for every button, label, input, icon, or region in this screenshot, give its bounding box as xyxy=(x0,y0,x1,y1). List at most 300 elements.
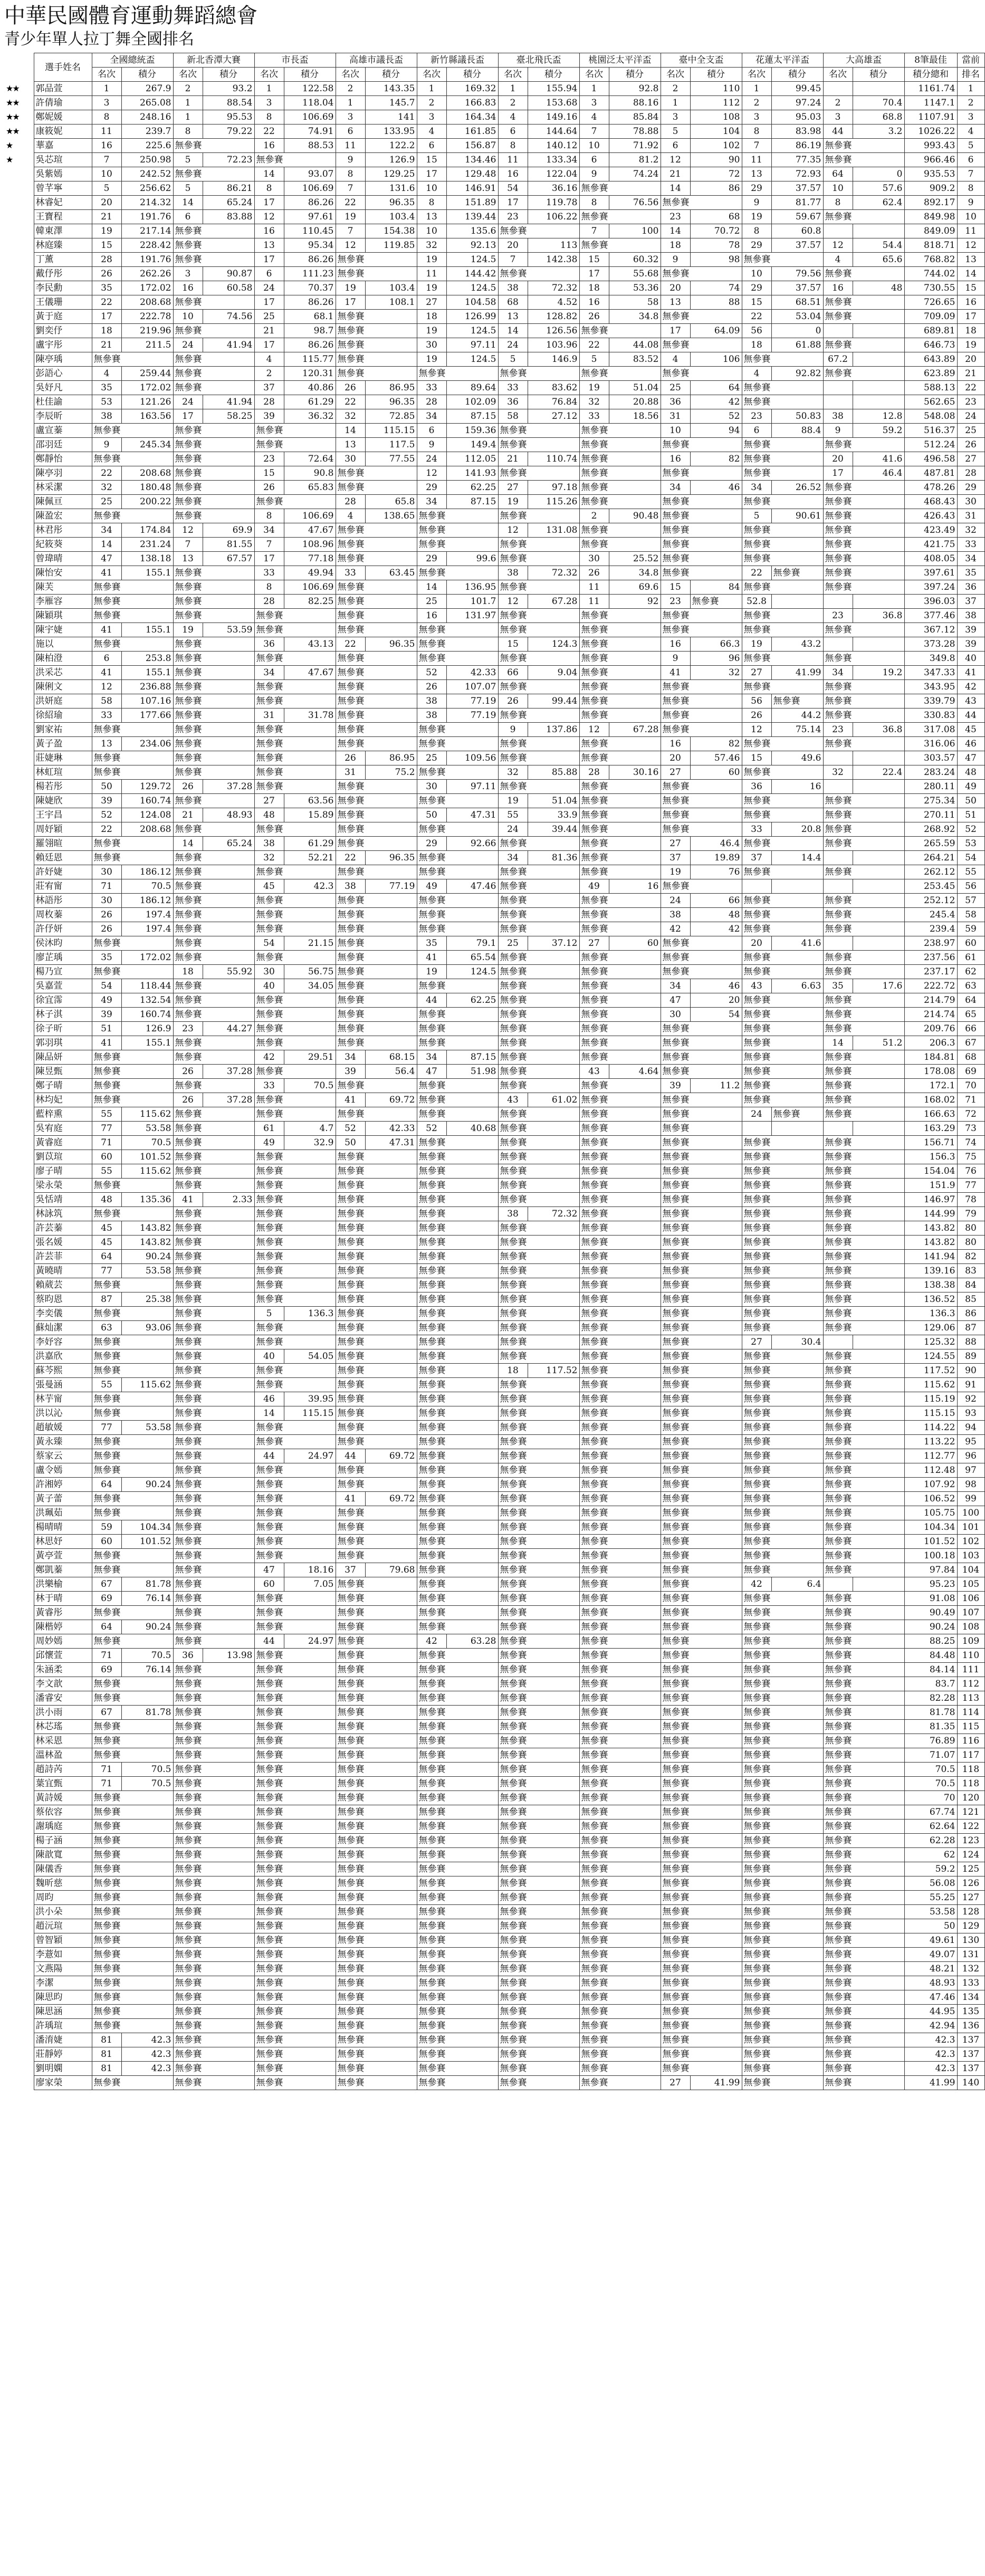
no-entry-cell: 無參賽 xyxy=(254,1990,336,2005)
competition-points: 186.12 xyxy=(121,894,173,908)
player-name: 康筱妮 xyxy=(34,125,92,139)
no-entry-cell: 無參賽 xyxy=(254,1036,336,1050)
player-name: 林芋甯 xyxy=(34,1392,92,1406)
competition-rank: 13 xyxy=(254,238,284,253)
no-entry-cell: 無參賽 xyxy=(173,324,254,338)
competition-points: 86 xyxy=(690,181,742,196)
competition-points: 88.4 xyxy=(771,424,823,438)
player-name: 陳怡安 xyxy=(34,566,92,580)
competition-rank: 4 xyxy=(661,352,690,367)
no-entry-cell: 無參賽 xyxy=(498,1022,579,1036)
no-entry-cell: 無參賽 xyxy=(742,680,823,694)
competition-rank: 19 xyxy=(498,794,528,808)
no-entry-cell: 無參賽 xyxy=(254,1065,336,1079)
table-row xyxy=(4,808,984,822)
competition-rank: 7 xyxy=(336,224,365,238)
no-entry-cell: 無參賽 xyxy=(579,1919,661,1933)
competition-points: 42.33 xyxy=(365,1122,417,1136)
competition-points: 90.48 xyxy=(609,509,661,523)
best8-total: 124.55 xyxy=(904,1349,957,1364)
no-entry-cell: 無參賽 xyxy=(661,1734,742,1748)
competition-points: 155.1 xyxy=(121,666,173,680)
no-entry-cell: 無參賽 xyxy=(417,1378,498,1392)
competition-points: 37.12 xyxy=(528,936,579,951)
table-row xyxy=(4,1463,984,1478)
no-entry-cell: 無參賽 xyxy=(579,538,661,552)
competition-rank: 17 xyxy=(579,267,609,281)
star-marker xyxy=(4,1848,34,1862)
table-row xyxy=(4,224,984,238)
table-row xyxy=(4,894,984,908)
player-name: 王宇昌 xyxy=(34,808,92,822)
competition-rank: 34 xyxy=(417,409,446,424)
star-marker xyxy=(4,1748,34,1763)
competition-rank: 8 xyxy=(173,125,203,139)
no-entry-cell: 無參賽 xyxy=(336,1691,417,1706)
best8-total: 81.35 xyxy=(904,1720,957,1734)
best8-total: 70 xyxy=(904,1791,957,1805)
competition-points: 48 xyxy=(690,908,742,922)
no-entry-cell: 無參賽 xyxy=(823,1592,904,1606)
competition-points: 104 xyxy=(690,125,742,139)
no-entry-cell: 無參賽 xyxy=(661,1250,742,1264)
competition-points: 101.7 xyxy=(446,595,498,609)
player-name: 葉宜甄 xyxy=(34,1777,92,1791)
competition-rank: 14 xyxy=(254,167,284,181)
no-entry-cell: 無參賽 xyxy=(579,2033,661,2047)
competition-rank: 38 xyxy=(498,566,528,580)
no-entry-cell: 無參賽 xyxy=(173,879,254,894)
no-entry-cell: 無參賽 xyxy=(417,1848,498,1862)
table-row xyxy=(4,381,984,395)
best8-total: 316.06 xyxy=(904,737,957,751)
best8-total: 317.08 xyxy=(904,723,957,737)
competition-rank: 6 xyxy=(336,125,365,139)
competition-rank: 30 xyxy=(661,1008,690,1022)
competition-points: 108.96 xyxy=(284,538,336,552)
current-rank: 49 xyxy=(957,780,984,794)
competition-points: 120.31 xyxy=(284,367,336,381)
no-entry-cell: 無參賽 xyxy=(92,1349,173,1364)
current-rank: 87 xyxy=(957,1321,984,1335)
competition-points xyxy=(853,637,904,652)
no-entry-cell: 無參賽 xyxy=(498,879,579,894)
table-row xyxy=(4,1990,984,2005)
competition-points: 90.87 xyxy=(203,267,254,281)
best8-total: 49.61 xyxy=(904,1933,957,1948)
table-row xyxy=(4,794,984,808)
current-rank: 5 xyxy=(957,139,984,153)
competition-rank: 54 xyxy=(92,979,121,993)
competition-points: 141.93 xyxy=(446,466,498,481)
no-entry-cell: 無參賽 xyxy=(742,1691,823,1706)
competition-points: 166.83 xyxy=(446,96,498,110)
table-row xyxy=(4,352,984,367)
no-entry-cell: 無參賽 xyxy=(661,1107,742,1122)
no-entry-cell: 無參賽 xyxy=(823,908,904,922)
no-entry-cell: 無參賽 xyxy=(336,1976,417,1990)
competition-points: 36.8 xyxy=(853,609,904,623)
player-name: 林子淇 xyxy=(34,1008,92,1022)
no-entry-cell: 無參賽 xyxy=(254,1492,336,1506)
no-entry-cell: 無參賽 xyxy=(579,2047,661,2062)
competition-points: 262.26 xyxy=(121,267,173,281)
player-name: 羅翎暄 xyxy=(34,837,92,851)
no-entry-cell: 無參賽 xyxy=(173,253,254,267)
no-entry-cell: 無參賽 xyxy=(742,1349,823,1364)
star-marker xyxy=(4,1535,34,1549)
competition-rank: 30 xyxy=(254,965,284,979)
no-entry-cell: 無參賽 xyxy=(336,979,417,993)
no-entry-cell: 無參賽 xyxy=(173,1734,254,1748)
current-rank: 80 xyxy=(957,1221,984,1236)
best8-total: 42.3 xyxy=(904,2062,957,2076)
no-entry-cell: 無參賽 xyxy=(579,1720,661,1734)
star-marker: ★ xyxy=(6,155,13,165)
competition-rank: 34 xyxy=(336,1050,365,1065)
competition-rank: 30 xyxy=(417,780,446,794)
no-entry-cell: 無參賽 xyxy=(336,1791,417,1805)
competition-points: 77.55 xyxy=(365,452,417,466)
competition-points: 25.38 xyxy=(121,1292,173,1307)
player-name: 藍梓熏 xyxy=(34,1107,92,1122)
competition-points: 92.13 xyxy=(446,238,498,253)
competition-rank: 60 xyxy=(92,1535,121,1549)
no-entry-cell: 無參賽 xyxy=(742,1221,823,1236)
competition-points: 121.26 xyxy=(121,395,173,409)
no-entry-cell: 無參賽 xyxy=(742,1264,823,1278)
no-entry-cell: 無參賽 xyxy=(742,1805,823,1820)
no-entry-cell: 無參賽 xyxy=(742,1862,823,1876)
competition-points: 75.2 xyxy=(365,765,417,780)
table-row xyxy=(4,1933,984,1948)
header-rank-sub: 名次 xyxy=(823,68,853,82)
competition-rank: 47 xyxy=(92,552,121,566)
star-marker xyxy=(4,1335,34,1349)
no-entry-cell: 無參賽 xyxy=(823,295,904,310)
star-marker xyxy=(4,181,34,196)
star-marker: ★★ xyxy=(6,112,19,122)
star-marker xyxy=(4,580,34,595)
competition-rank: 33 xyxy=(254,1079,284,1093)
table-row xyxy=(4,1948,984,1962)
no-entry-cell: 無參賽 xyxy=(336,865,417,879)
competition-rank: 29 xyxy=(742,181,771,196)
no-entry-cell: 無參賽 xyxy=(579,1848,661,1862)
best8-total: 347.33 xyxy=(904,666,957,680)
competition-points: 154.38 xyxy=(365,224,417,238)
competition-rank: 1 xyxy=(498,82,528,96)
competition-points: 32.9 xyxy=(284,1136,336,1150)
no-entry-cell: 無參賽 xyxy=(823,1065,904,1079)
competition-rank: 18 xyxy=(92,324,121,338)
current-rank: 28 xyxy=(957,466,984,481)
no-entry-cell: 無參賽 xyxy=(336,481,417,495)
competition-rank: 20 xyxy=(498,238,528,253)
competition-rank: 38 xyxy=(417,694,446,708)
no-entry-cell: 無參賽 xyxy=(498,1820,579,1834)
player-name: 林均妃 xyxy=(34,1093,92,1107)
no-entry-cell: 無參賽 xyxy=(254,1292,336,1307)
no-entry-cell: 無參賽 xyxy=(92,1720,173,1734)
no-entry-cell: 無參賽 xyxy=(254,1720,336,1734)
no-entry-cell: 無參賽 xyxy=(173,1179,254,1193)
current-rank: 27 xyxy=(957,452,984,466)
competition-rank: 7 xyxy=(173,538,203,552)
competition-points: 86.95 xyxy=(365,381,417,395)
player-name: 林采恩 xyxy=(34,1734,92,1748)
competition-points: 42.33 xyxy=(446,666,498,680)
no-entry-cell: 無參賽 xyxy=(173,1164,254,1179)
competition-points: 46.4 xyxy=(853,466,904,481)
no-entry-cell: 無參賽 xyxy=(92,1606,173,1620)
competition-rank: 6 xyxy=(417,139,446,153)
competition-rank: 14 xyxy=(823,1036,853,1050)
header-points-sub: 積分 xyxy=(853,68,904,82)
competition-points: 52.21 xyxy=(284,851,336,865)
competition-rank: 8 xyxy=(823,196,853,210)
no-entry-cell: 無參賽 xyxy=(173,865,254,879)
competition-points: 87.15 xyxy=(446,495,498,509)
no-entry-cell: 無參賽 xyxy=(498,1862,579,1876)
no-entry-cell: 無參賽 xyxy=(173,652,254,666)
competition-points: 92 xyxy=(609,595,661,609)
competition-points: 14.4 xyxy=(771,851,823,865)
no-entry-cell: 無參賽 xyxy=(498,1876,579,1891)
no-entry-cell: 無參賽 xyxy=(579,1706,661,1720)
competition-rank: 25 xyxy=(417,595,446,609)
competition-points xyxy=(853,1335,904,1349)
no-entry-cell: 無參賽 xyxy=(498,1406,579,1421)
no-entry-cell: 無參賽 xyxy=(173,1136,254,1150)
competition-rank: 19 xyxy=(498,495,528,509)
best8-total: 408.05 xyxy=(904,552,957,566)
competition-points: 133.95 xyxy=(365,125,417,139)
competition-rank: 42 xyxy=(417,1634,446,1649)
competition-points xyxy=(853,395,904,409)
no-entry-cell: 無參賽 xyxy=(254,993,336,1008)
no-entry-cell: 無參賽 xyxy=(417,979,498,993)
ranking-table xyxy=(4,53,985,2090)
competition-rank: 37 xyxy=(742,851,771,865)
no-entry-cell: 無參賽 xyxy=(173,1463,254,1478)
no-entry-cell: 無參賽 xyxy=(661,965,742,979)
competition-rank: 1 xyxy=(173,96,203,110)
no-entry-cell: 無參賽 xyxy=(742,1036,823,1050)
table-row xyxy=(4,1250,984,1264)
star-marker xyxy=(4,1164,34,1179)
no-entry-cell: 無參賽 xyxy=(823,153,904,167)
star-marker xyxy=(4,196,34,210)
no-entry-cell: 無參賽 xyxy=(661,495,742,509)
no-entry-cell: 無參賽 xyxy=(336,1720,417,1734)
competition-rank: 17 xyxy=(254,253,284,267)
no-entry-cell: 無參賽 xyxy=(742,1050,823,1065)
competition-points: 96.35 xyxy=(365,637,417,652)
no-entry-cell: 無參賽 xyxy=(742,1463,823,1478)
competition-rank: 8 xyxy=(417,196,446,210)
no-entry-cell: 無參賽 xyxy=(498,1065,579,1079)
competition-points: 85.88 xyxy=(528,765,579,780)
no-entry-cell: 無參賽 xyxy=(742,1520,823,1535)
competition-rank: 39 xyxy=(336,1065,365,1079)
competition-rank: 16 xyxy=(254,139,284,153)
star-marker xyxy=(4,438,34,452)
no-entry-cell: 無參賽 xyxy=(173,1122,254,1136)
no-entry-cell: 無參賽 xyxy=(336,1008,417,1022)
no-entry-cell: 無參賽 xyxy=(661,794,742,808)
no-entry-cell: 無參賽 xyxy=(498,1734,579,1748)
no-entry-cell: 無參賽 xyxy=(173,1592,254,1606)
competition-rank: 21 xyxy=(173,808,203,822)
competition-points: 60.58 xyxy=(203,281,254,295)
no-entry-cell: 無參賽 xyxy=(742,1606,823,1620)
no-entry-cell: 無參賽 xyxy=(336,1506,417,1520)
competition-rank: 26 xyxy=(92,267,121,281)
current-rank: 108 xyxy=(957,1620,984,1634)
no-entry-cell: 無參賽 xyxy=(661,1691,742,1706)
no-entry-cell: 無參賽 xyxy=(579,1236,661,1250)
table-row xyxy=(4,1862,984,1876)
competition-rank xyxy=(823,1122,853,1136)
star-marker xyxy=(4,737,34,751)
competition-points: 234.06 xyxy=(121,737,173,751)
current-rank: 134 xyxy=(957,1990,984,2005)
competition-rank: 64 xyxy=(92,1250,121,1264)
player-name: 莊宥甯 xyxy=(34,879,92,894)
current-rank: 116 xyxy=(957,1734,984,1748)
competition-rank: 4 xyxy=(254,352,284,367)
no-entry-cell: 無參賽 xyxy=(254,1250,336,1264)
table-row xyxy=(4,1606,984,1620)
no-entry-cell: 無參賽 xyxy=(173,908,254,922)
competition-rank: 25 xyxy=(92,495,121,509)
competition-points: 25.52 xyxy=(609,552,661,566)
no-entry-cell: 無參賽 xyxy=(742,908,823,922)
competition-points: 135.36 xyxy=(121,1193,173,1207)
no-entry-cell: 無參賽 xyxy=(336,609,417,623)
player-name: 紀筱葵 xyxy=(34,538,92,552)
competition-rank: 24 xyxy=(498,822,528,837)
star-marker xyxy=(4,1150,34,1164)
competition-points: 104.58 xyxy=(446,295,498,310)
best8-total: 84.14 xyxy=(904,1663,957,1677)
star-marker xyxy=(4,1577,34,1592)
competition-rank: 5 xyxy=(498,352,528,367)
best8-total: 105.75 xyxy=(904,1506,957,1520)
no-entry-cell: 無參賽 xyxy=(823,1834,904,1848)
competition-rank: 4 xyxy=(823,253,853,267)
competition-points xyxy=(853,595,904,609)
current-rank: 135 xyxy=(957,2005,984,2019)
no-entry-cell: 無參賽 xyxy=(92,1278,173,1292)
competition-rank: 32 xyxy=(254,851,284,865)
no-entry-cell: 無參賽 xyxy=(742,1079,823,1093)
no-entry-cell: 無參賽 xyxy=(417,1478,498,1492)
competition-rank: 24 xyxy=(254,281,284,295)
no-entry-cell: 無參賽 xyxy=(336,1164,417,1179)
no-entry-cell: 無參賽 xyxy=(579,181,661,196)
no-entry-cell: 無參賽 xyxy=(823,1905,904,1919)
competition-points: 159.36 xyxy=(446,424,498,438)
competition-rank: 23 xyxy=(498,210,528,224)
no-entry-cell: 無參賽 xyxy=(661,1891,742,1905)
table-row xyxy=(4,1335,984,1349)
no-entry-cell: 無參賽 xyxy=(417,1520,498,1535)
competition-rank: 19 xyxy=(417,965,446,979)
player-name: 盧令嫣 xyxy=(34,1463,92,1478)
competition-rank: 54 xyxy=(254,936,284,951)
no-entry-cell: 無參賽 xyxy=(254,694,336,708)
competition-points: 70.5 xyxy=(121,1136,173,1150)
competition-points: 79.56 xyxy=(771,267,823,281)
competition-rank: 26 xyxy=(92,908,121,922)
no-entry-cell: 無參賽 xyxy=(92,1563,173,1577)
no-entry-cell: 無參賽 xyxy=(336,922,417,936)
competition-rank: 22 xyxy=(579,338,609,352)
no-entry-cell: 無參賽 xyxy=(661,780,742,794)
best8-total: 138.38 xyxy=(904,1278,957,1292)
no-entry-cell: 無參賽 xyxy=(173,1349,254,1364)
no-entry-cell: 無參賽 xyxy=(173,1763,254,1777)
no-entry-cell: 無參賽 xyxy=(254,1008,336,1022)
competition-rank: 45 xyxy=(92,1236,121,1250)
competition-points: 37.28 xyxy=(203,780,254,794)
best8-total: 377.46 xyxy=(904,609,957,623)
table-row xyxy=(4,253,984,267)
current-rank: 58 xyxy=(957,908,984,922)
competition-points: 86.26 xyxy=(284,253,336,267)
competition-rank: 12 xyxy=(173,523,203,538)
no-entry-cell: 無參賽 xyxy=(661,267,742,281)
no-entry-cell: 無參賽 xyxy=(661,1720,742,1734)
competition-rank: 1 xyxy=(173,110,203,125)
no-entry-cell: 無參賽 xyxy=(579,1392,661,1406)
competition-rank: 32 xyxy=(498,765,528,780)
competition-points: 126.99 xyxy=(446,310,498,324)
no-entry-cell: 無參賽 xyxy=(254,751,336,765)
competition-rank: 29 xyxy=(417,552,446,566)
star-marker xyxy=(4,1122,34,1136)
no-entry-cell: 無參賽 xyxy=(173,1150,254,1164)
no-entry-cell: 無參賽 xyxy=(661,1492,742,1506)
competition-points: 86.26 xyxy=(284,196,336,210)
competition-points xyxy=(771,595,823,609)
star-marker xyxy=(4,666,34,680)
best8-total: 421.75 xyxy=(904,538,957,552)
no-entry-cell: 無參賽 xyxy=(336,780,417,794)
no-entry-cell: 無參賽 xyxy=(254,424,336,438)
current-rank: 140 xyxy=(957,2076,984,2090)
no-entry-cell: 無參賽 xyxy=(579,1093,661,1107)
competition-points: 42.3 xyxy=(121,2062,173,2076)
competition-rank: 38 xyxy=(498,281,528,295)
no-entry-cell: 無參賽 xyxy=(661,1449,742,1463)
competition-rank: 19 xyxy=(417,253,446,267)
best8-total: 935.53 xyxy=(904,167,957,181)
no-entry-cell: 無參賽 xyxy=(823,1563,904,1577)
player-name: 王儀珊 xyxy=(34,295,92,310)
no-entry-cell: 無參賽 xyxy=(579,1122,661,1136)
best8-total: 280.11 xyxy=(904,780,957,794)
best8-total: 50 xyxy=(904,1919,957,1933)
star-marker xyxy=(4,1649,34,1663)
current-rank: 31 xyxy=(957,509,984,523)
competition-points: 56.75 xyxy=(284,965,336,979)
table-row xyxy=(4,1791,984,1805)
competition-points: 77.19 xyxy=(446,708,498,723)
competition-points: 95.34 xyxy=(284,238,336,253)
